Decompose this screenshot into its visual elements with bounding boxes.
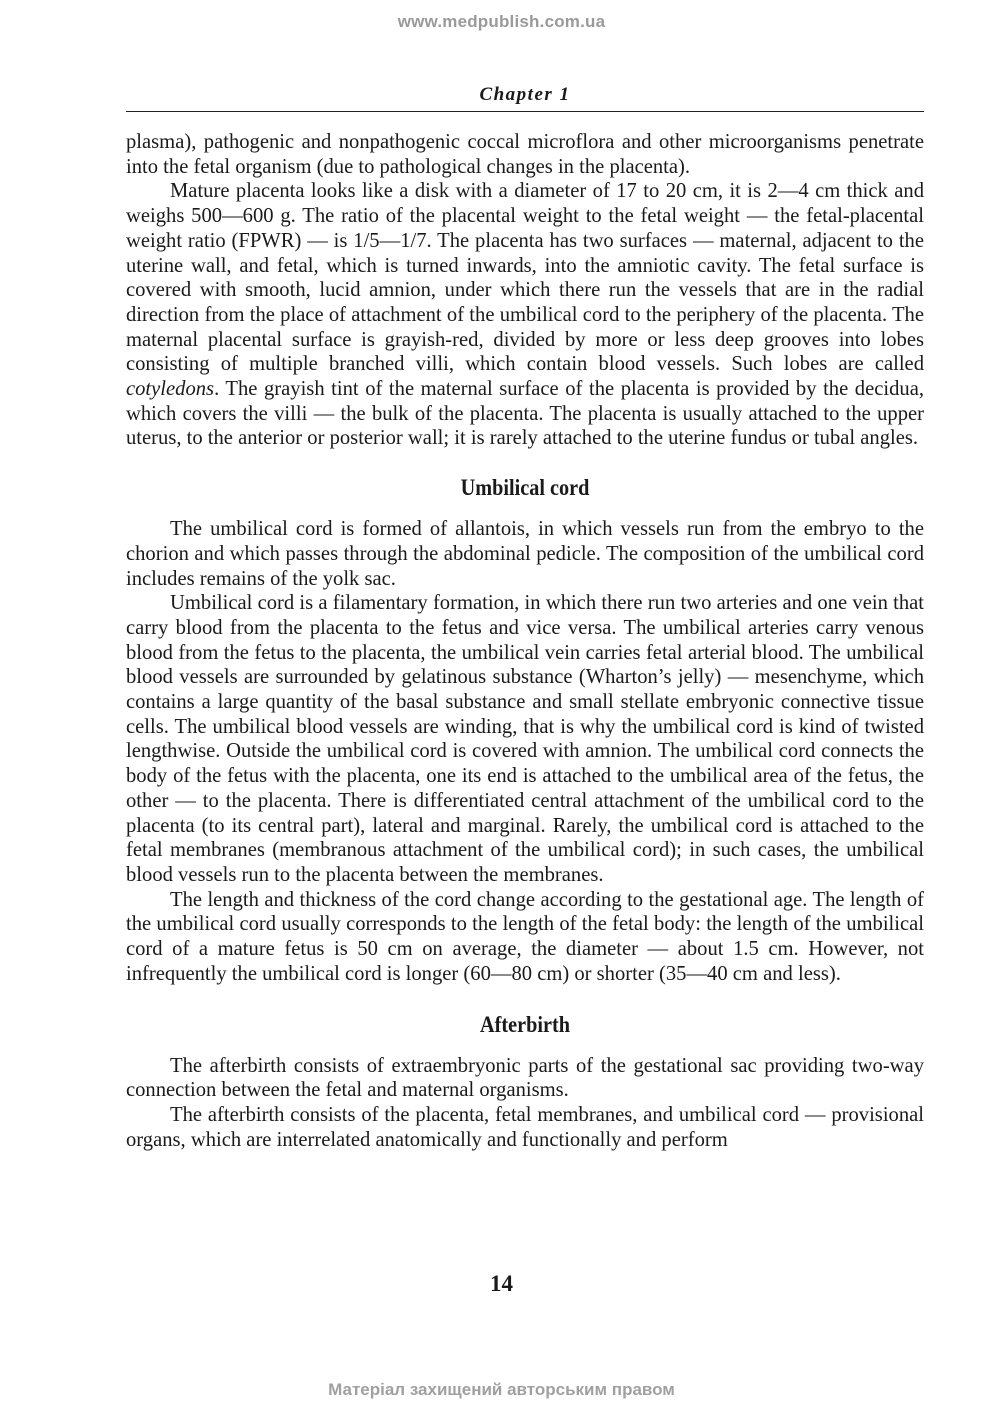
section-heading: Umbilical cord [460, 475, 590, 501]
paragraph: The afterbirth consists of the placenta, fetal membranes, and umbilical cord — provisional organs, which are interrelated anatomically and functionally and perform [126, 1103, 924, 1151]
copyright-notice: Матеріал захищений авторським правом [328, 1380, 675, 1399]
paragraph: The afterbirth consists of extraembryonic parts of the gestational sac providing two-way connection between the fetal and maternal organisms. [126, 1054, 924, 1102]
page-body [126, 130, 924, 1152]
header-rule [126, 111, 924, 112]
paragraph-text: . The grayish tint of the maternal surface of the placenta is provided by the decidua, which covers the villi — the bulk of the placenta. The placenta is usually attached to the upper uterus, to the anterior or posterior wall; it is rarely attached to the uterine fundus or tubal angles. [126, 378, 924, 450]
paragraph: The umbilical cord is formed of allantois, in which vessels run from the embryo to the chorion and which passes through the abdominal pedicle. The composition of the umbilical cord includes remains of the yolk sac. [126, 518, 924, 590]
site-url: www.medpublish.com.ua [397, 12, 606, 31]
paragraph [126, 179, 924, 451]
page-number: 14 [490, 1271, 513, 1296]
italic-term: cotyledons [126, 378, 215, 401]
section-heading: Afterbirth [480, 1011, 570, 1037]
paragraph-text: Mature placenta looks like a disk with a diameter of 17 to 20 cm, it is 2—4 cm thick and weighs 500—600 g. The ratio of the placental weight to the fetal weight — the fetal-placental weight ratio (FPWR) — is 1/5—1/7. The placenta has two surfaces — maternal, adjacent to the uterine wall, and fetal, which is turned inwards, into the amniotic cavity. The fetal surface is covered with smooth, lucid amnion, under which there run the vessels that are in the radial direction from the place of attachment of the umbilical cord to the periphery of the placenta. The maternal placental surface is grayish-red, divided by more or less deep grooves into lobes consisting of multiple branched villi, which contain blood vessels. Such lobes are called [126, 180, 924, 376]
paragraph: Umbilical cord is a filamentary formation, in which there run two arteries and one vein that carry blood from the placenta to the fetus and vice versa. The umbilical arteries carry venous blood from the fetus to the placenta, the umbilical vein carries fetal arterial blood. The umbilical blood vessels are surrounded by gelatinous substance (Wharton’s jelly) — mesenchyme, which contains a large quantity of the basal substance and small stellate embryonic connective tissue cells. The umbilical blood vessels are winding, that is why the umbilical cord is kind of twisted lengthwise. Outside the umbilical cord is covered with amnion. The umbilical cord connects the body of the fetus with the placenta, one its end is attached to the umbilical area of the fetus, the other — to the placenta. There is differentiated central attachment of the umbilical cord to the placenta (to its central part), lateral and marginal. Rarely, the umbilical cord is attached to the fetal membranes (membranous attachment of the umbilical cord); in such cases, the umbilical blood vessels run to the placenta between the membranes. [126, 592, 924, 886]
running-head: Chapter 1 [479, 84, 571, 105]
paragraph: plasma), pathogenic and nonpathogenic coccal microflora and other microorganisms penetrate into the fetal organism (due to pathological changes in the placenta). [126, 131, 924, 178]
paragraph: The length and thickness of the cord change according to the gestational age. The length of the umbilical cord usually corresponds to the length of the fetal body: the length of the umbilical cord of a mature fetus is 50 cm on average, the diameter — about 1.5 cm. However, not infrequently the umbilical cord is longer (60—80 cm) or shorter (35—40 cm and less). [126, 888, 924, 985]
